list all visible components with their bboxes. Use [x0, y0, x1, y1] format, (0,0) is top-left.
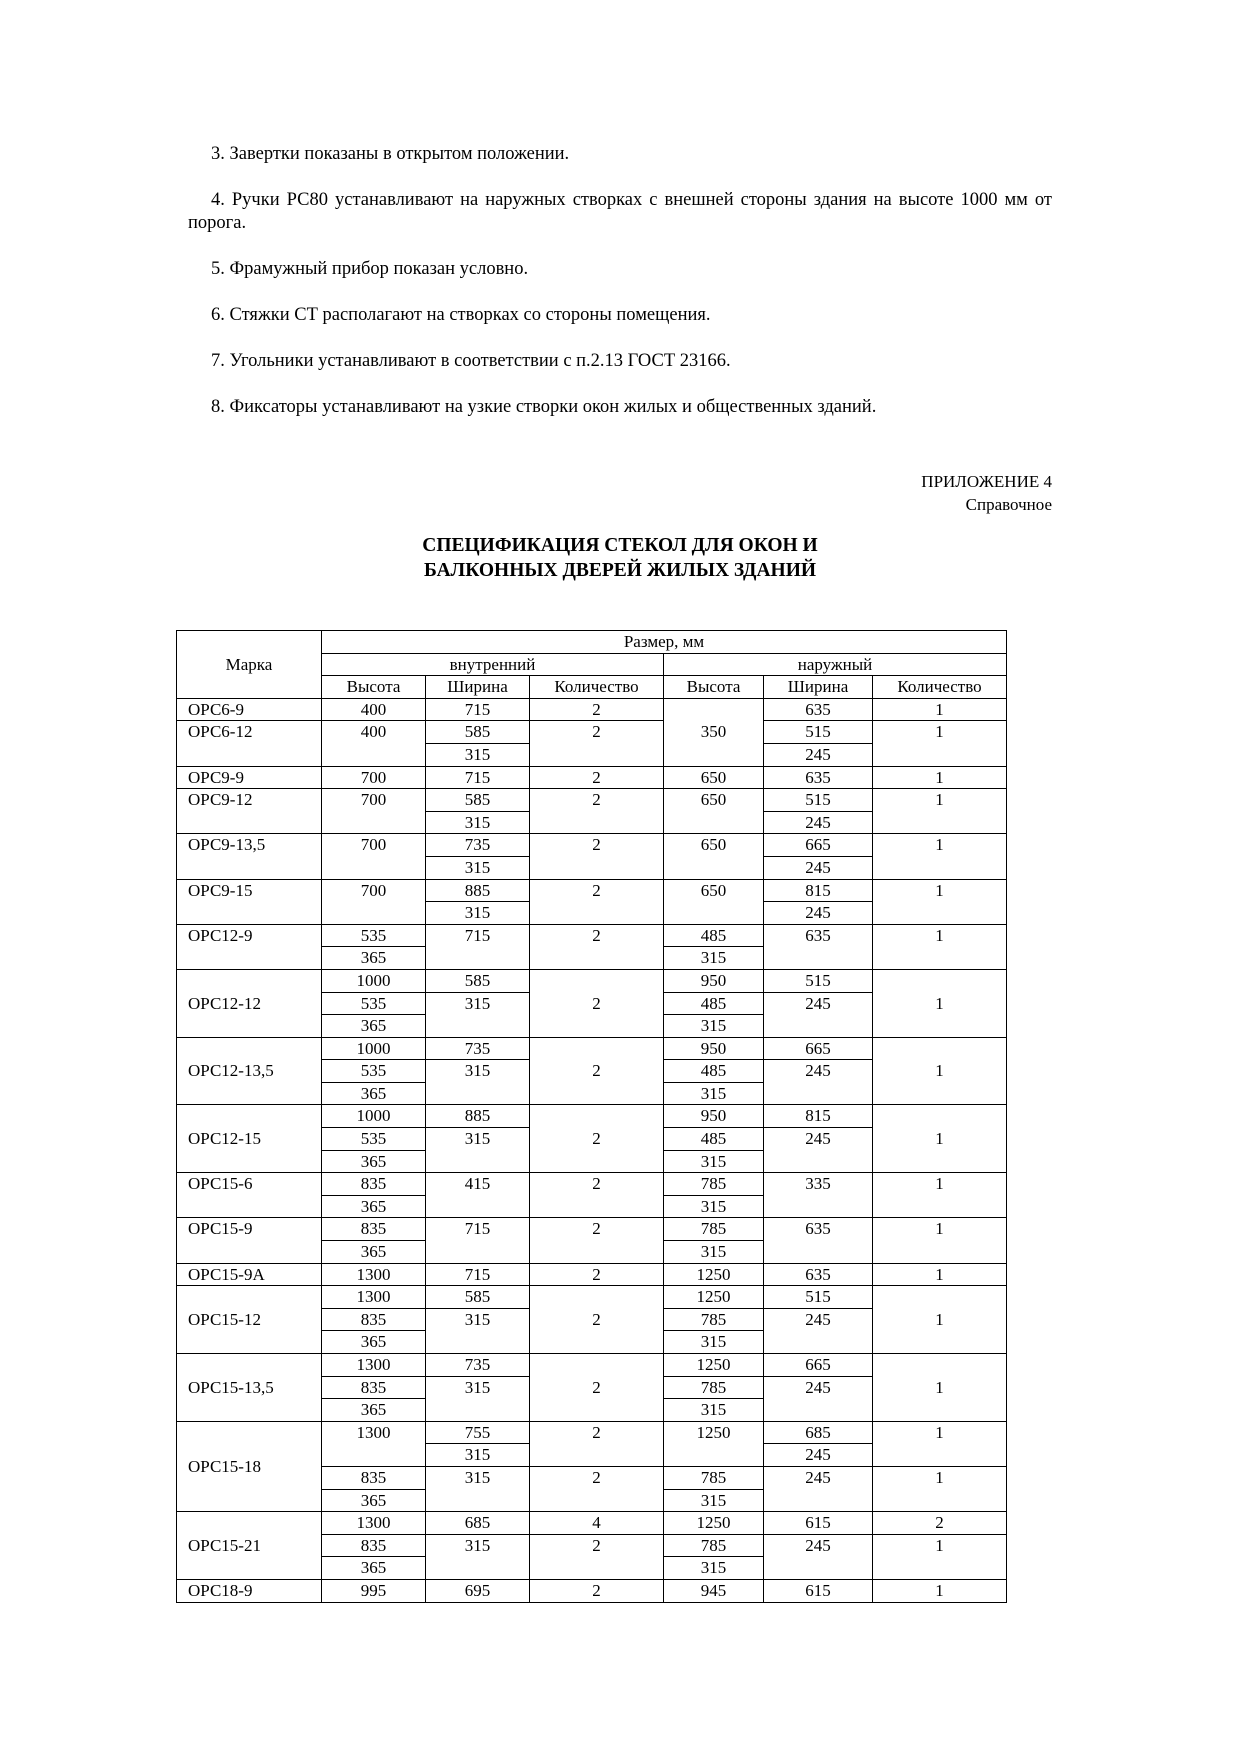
- cell-inner-width: 585: [426, 721, 530, 744]
- cell-inner-width: 585: [426, 1286, 530, 1309]
- cell-inner-width: 315: [426, 902, 530, 925]
- cell-mark: ОРС9-13,5: [177, 834, 322, 879]
- cell-inner-height: 535: [322, 924, 426, 947]
- cell-outer-width: 515: [764, 1286, 873, 1309]
- cell-mark: ОРС15-21: [177, 1512, 322, 1580]
- cell-inner-height: 700: [322, 879, 426, 924]
- cell-inner-height: 1000: [322, 1105, 426, 1128]
- cell-outer-height: 485: [664, 1128, 764, 1151]
- header-row-1: [177, 631, 1007, 654]
- header-outer: наружный: [664, 653, 1007, 676]
- cell-inner-height: 1300: [322, 1286, 426, 1309]
- cell-inner-height: 365: [322, 1489, 426, 1512]
- cell-inner-height: 400: [322, 698, 426, 721]
- cell-outer-height: 315: [664, 1331, 764, 1354]
- table-row: [177, 789, 1007, 812]
- cell-outer-width: 335: [764, 1173, 873, 1218]
- cell-mark: ОРС18-9: [177, 1579, 322, 1602]
- table-row: [177, 766, 1007, 789]
- cell-inner-height: 835: [322, 1173, 426, 1196]
- cell-mark: ОРС12-9: [177, 924, 322, 969]
- cell-outer-count: 1: [873, 879, 1007, 924]
- cell-inner-width: 315: [426, 1466, 530, 1511]
- cell-outer-count: 1: [873, 721, 1007, 766]
- document-title: [0, 533, 1240, 583]
- cell-outer-count: 1: [873, 1579, 1007, 1602]
- cell-inner-height: 700: [322, 766, 426, 789]
- cell-outer-width: 245: [764, 856, 873, 879]
- cell-outer-count: 1: [873, 789, 1007, 834]
- cell-outer-height: 650: [664, 789, 764, 834]
- cell-inner-width: 735: [426, 834, 530, 857]
- cell-inner-width: 685: [426, 1512, 530, 1535]
- cell-outer-height: 315: [664, 1150, 764, 1173]
- cell-outer-height: 785: [664, 1466, 764, 1489]
- note-7: 7. Угольники устанавливают в соответствии с п.2.13 ГОСТ 23166.: [211, 351, 731, 371]
- cell-inner-height: 995: [322, 1579, 426, 1602]
- note-3: 3. Завертки показаны в открытом положении.: [211, 144, 570, 164]
- cell-inner-count: 2: [530, 721, 664, 766]
- cell-outer-height: 1250: [664, 1421, 764, 1466]
- cell-inner-count: 2: [530, 834, 664, 879]
- cell-outer-height: 315: [664, 1082, 764, 1105]
- cell-inner-width: 735: [426, 1037, 530, 1060]
- cell-outer-width: 245: [764, 1534, 873, 1579]
- note-8: 8. Фиксаторы устанавливают на узкие створки окон жилых и общественных зданий.: [211, 397, 877, 417]
- cell-inner-height: 365: [322, 1082, 426, 1105]
- header-inner-count: Количество: [530, 676, 664, 699]
- cell-outer-width: 635: [764, 698, 873, 721]
- cell-inner-height: 365: [322, 1399, 426, 1422]
- cell-inner-width: 715: [426, 1218, 530, 1263]
- appendix-heading: [921, 470, 1052, 516]
- cell-inner-count: 2: [530, 1354, 664, 1422]
- cell-outer-height: 485: [664, 992, 764, 1015]
- cell-inner-width: 735: [426, 1354, 530, 1377]
- title-line-2: БАЛКОННЫХ ДВЕРЕЙ ЖИЛЫХ ЗДАНИЙ: [423, 560, 817, 581]
- cell-inner-height: 365: [322, 1015, 426, 1038]
- cell-inner-height: 535: [322, 1128, 426, 1151]
- cell-outer-height: 315: [664, 947, 764, 970]
- cell-inner-count: 2: [530, 969, 664, 1037]
- cell-outer-height: 485: [664, 924, 764, 947]
- cell-inner-height: 700: [322, 789, 426, 834]
- table-row: [177, 1173, 1007, 1196]
- header-outer-width: Ширина: [764, 676, 873, 699]
- cell-inner-width: 315: [426, 1060, 530, 1105]
- cell-outer-width: 245: [764, 1444, 873, 1467]
- cell-inner-width: 315: [426, 992, 530, 1037]
- table-row: [177, 698, 1007, 721]
- cell-inner-count: 2: [530, 1037, 664, 1105]
- cell-inner-width: 585: [426, 969, 530, 992]
- cell-inner-count: 2: [530, 1579, 664, 1602]
- cell-outer-width: 245: [764, 902, 873, 925]
- cell-inner-width: 715: [426, 698, 530, 721]
- table-row: [177, 1037, 1007, 1060]
- appendix-label: ПРИЛОЖЕНИЕ 4: [921, 472, 1052, 491]
- cell-inner-count: 2: [530, 789, 664, 834]
- cell-inner-width: 585: [426, 789, 530, 812]
- header-inner-height: Высота: [322, 676, 426, 699]
- cell-inner-width: 415: [426, 1173, 530, 1218]
- cell-outer-height: 650: [664, 834, 764, 879]
- cell-outer-width: 515: [764, 969, 873, 992]
- cell-inner-height: 365: [322, 1331, 426, 1354]
- cell-inner-width: 315: [426, 1128, 530, 1173]
- cell-outer-count: 1: [873, 1218, 1007, 1263]
- cell-outer-width: 245: [764, 992, 873, 1037]
- cell-inner-count: 4: [530, 1512, 664, 1535]
- header-size: Размер, мм: [322, 631, 1007, 654]
- cell-mark: ОРС15-18: [177, 1421, 322, 1511]
- header-inner: внутренний: [322, 653, 664, 676]
- notes-section: [188, 143, 1052, 442]
- cell-inner-count: 2: [530, 1218, 664, 1263]
- table-row: [177, 1354, 1007, 1377]
- cell-outer-width: 665: [764, 1037, 873, 1060]
- cell-inner-count: 2: [530, 1286, 664, 1354]
- cell-outer-width: 245: [764, 811, 873, 834]
- cell-outer-count: 1: [873, 1466, 1007, 1511]
- cell-outer-height: 315: [664, 1489, 764, 1512]
- table-row: [177, 834, 1007, 857]
- cell-outer-count: 1: [873, 969, 1007, 1037]
- cell-mark: ОРС6-12: [177, 721, 322, 766]
- table-row: [177, 879, 1007, 902]
- cell-outer-width: 685: [764, 1421, 873, 1444]
- cell-outer-height: 315: [664, 1241, 764, 1264]
- cell-inner-width: 755: [426, 1421, 530, 1444]
- cell-inner-height: 835: [322, 1534, 426, 1557]
- appendix-type: Справочное: [965, 495, 1052, 514]
- cell-inner-width: 695: [426, 1579, 530, 1602]
- note-5: 5. Фрамужный прибор показан условно.: [211, 259, 529, 279]
- cell-inner-height: 1300: [322, 1263, 426, 1286]
- cell-outer-height: 945: [664, 1579, 764, 1602]
- cell-outer-height: 1250: [664, 1263, 764, 1286]
- cell-mark: ОРС15-13,5: [177, 1354, 322, 1422]
- cell-outer-width: 635: [764, 1263, 873, 1286]
- cell-outer-width: 515: [764, 789, 873, 812]
- cell-outer-count: 1: [873, 1173, 1007, 1218]
- cell-outer-width: 815: [764, 879, 873, 902]
- table-row: [177, 1218, 1007, 1241]
- cell-inner-width: 885: [426, 1105, 530, 1128]
- table-row: [177, 969, 1007, 992]
- cell-inner-height: 400: [322, 721, 426, 766]
- cell-outer-width: 665: [764, 834, 873, 857]
- cell-outer-height: 315: [664, 1195, 764, 1218]
- cell-outer-count: 1: [873, 698, 1007, 721]
- table-row: [177, 721, 1007, 744]
- cell-outer-height: 315: [664, 1557, 764, 1580]
- cell-inner-count: 2: [530, 1534, 664, 1579]
- header-outer-count: Количество: [873, 676, 1007, 699]
- table-row: [177, 1105, 1007, 1128]
- cell-outer-width: 635: [764, 1218, 873, 1263]
- cell-inner-height: 1000: [322, 1037, 426, 1060]
- cell-inner-height: 535: [322, 1060, 426, 1083]
- title-line-1: СПЕЦИФИКАЦИЯ СТЕКОЛ ДЛЯ ОКОН И: [422, 535, 818, 556]
- cell-outer-width: 615: [764, 1512, 873, 1535]
- cell-inner-count: 2: [530, 1173, 664, 1218]
- cell-inner-height: 835: [322, 1466, 426, 1489]
- cell-outer-height: 650: [664, 766, 764, 789]
- cell-inner-height: 1000: [322, 969, 426, 992]
- cell-inner-height: 700: [322, 834, 426, 879]
- cell-inner-count: 2: [530, 1105, 664, 1173]
- cell-outer-width: 245: [764, 743, 873, 766]
- cell-mark: ОРС9-15: [177, 879, 322, 924]
- cell-outer-width: 245: [764, 1060, 873, 1105]
- cell-outer-height: 650: [664, 879, 764, 924]
- cell-inner-count: 2: [530, 698, 664, 721]
- cell-mark: ОРС15-12: [177, 1286, 322, 1354]
- cell-outer-height: 785: [664, 1534, 764, 1557]
- cell-inner-height: 1300: [322, 1512, 426, 1535]
- table-row: [177, 1286, 1007, 1309]
- cell-outer-width: 815: [764, 1105, 873, 1128]
- cell-inner-height: 365: [322, 1557, 426, 1580]
- note-6: 6. Стяжки СТ располагают на створках со стороны помещения.: [211, 305, 711, 325]
- cell-inner-width: 315: [426, 743, 530, 766]
- cell-inner-width: 315: [426, 1376, 530, 1421]
- cell-outer-width: 515: [764, 721, 873, 744]
- table-row: [177, 1579, 1007, 1602]
- cell-mark: ОРС9-9: [177, 766, 322, 789]
- cell-outer-width: 635: [764, 924, 873, 969]
- cell-outer-width: 245: [764, 1128, 873, 1173]
- cell-outer-width: 665: [764, 1354, 873, 1377]
- cell-inner-height: 365: [322, 1150, 426, 1173]
- cell-outer-height: 785: [664, 1173, 764, 1196]
- cell-inner-height: 535: [322, 992, 426, 1015]
- cell-outer-height: 785: [664, 1376, 764, 1399]
- cell-outer-height: 950: [664, 1105, 764, 1128]
- table-row: [177, 1263, 1007, 1286]
- table-row: [177, 1512, 1007, 1535]
- glass-spec-table: [176, 630, 1007, 1603]
- cell-inner-count: 2: [530, 1421, 664, 1466]
- cell-inner-count: 2: [530, 1466, 664, 1511]
- cell-inner-height: 1300: [322, 1421, 426, 1466]
- cell-outer-width: 615: [764, 1579, 873, 1602]
- cell-outer-count: 1: [873, 1105, 1007, 1173]
- cell-inner-height: 1300: [322, 1354, 426, 1377]
- cell-outer-width: 245: [764, 1376, 873, 1421]
- cell-inner-height: 365: [322, 1241, 426, 1264]
- cell-outer-count: 1: [873, 834, 1007, 879]
- cell-inner-width: 315: [426, 811, 530, 834]
- cell-outer-count: 1: [873, 924, 1007, 969]
- cell-outer-count: 1: [873, 1421, 1007, 1466]
- cell-inner-width: 885: [426, 879, 530, 902]
- cell-outer-count: 1: [873, 1263, 1007, 1286]
- header-mark: Марка: [177, 631, 322, 699]
- table-row: [177, 924, 1007, 947]
- cell-outer-height: 785: [664, 1308, 764, 1331]
- cell-mark: ОРС12-13,5: [177, 1037, 322, 1105]
- cell-mark: ОРС15-9: [177, 1218, 322, 1263]
- cell-outer-height: 785: [664, 1218, 764, 1241]
- cell-outer-count: 1: [873, 1286, 1007, 1354]
- cell-outer-height: 950: [664, 969, 764, 992]
- cell-inner-height: 365: [322, 1195, 426, 1218]
- header-inner-width: Ширина: [426, 676, 530, 699]
- cell-outer-height: 1250: [664, 1286, 764, 1309]
- cell-outer-height: 315: [664, 1399, 764, 1422]
- cell-outer-height: 1250: [664, 1354, 764, 1377]
- cell-mark: ОРС12-15: [177, 1105, 322, 1173]
- cell-outer-count: 1: [873, 1354, 1007, 1422]
- cell-mark: ОРС15-6: [177, 1173, 322, 1218]
- cell-inner-width: 715: [426, 766, 530, 789]
- cell-outer-count: 1: [873, 1037, 1007, 1105]
- cell-inner-count: 2: [530, 1263, 664, 1286]
- cell-inner-count: 2: [530, 924, 664, 969]
- cell-inner-height: 365: [322, 947, 426, 970]
- cell-inner-count: 2: [530, 879, 664, 924]
- cell-outer-width: 245: [764, 1308, 873, 1353]
- note-4: 4. Ручки РС80 устанавливают на наружных створках с внешней стороны здания на высоте 1000 мм от порога.: [188, 190, 1052, 233]
- cell-mark: ОРС15-9А: [177, 1263, 322, 1286]
- cell-outer-width: 245: [764, 1466, 873, 1511]
- cell-inner-width: 315: [426, 856, 530, 879]
- cell-outer-height: 350: [664, 698, 764, 766]
- cell-inner-height: 835: [322, 1376, 426, 1399]
- cell-inner-height: 835: [322, 1218, 426, 1241]
- cell-mark: ОРС6-9: [177, 698, 322, 721]
- table-row: [177, 1421, 1007, 1444]
- cell-inner-width: 315: [426, 1308, 530, 1353]
- cell-outer-height: 950: [664, 1037, 764, 1060]
- cell-outer-width: 635: [764, 766, 873, 789]
- cell-inner-height: 835: [322, 1308, 426, 1331]
- cell-outer-height: 485: [664, 1060, 764, 1083]
- cell-mark: ОРС9-12: [177, 789, 322, 834]
- cell-outer-count: 2: [873, 1512, 1007, 1535]
- cell-inner-width: 315: [426, 1534, 530, 1579]
- cell-outer-height: 1250: [664, 1512, 764, 1535]
- header-outer-height: Высота: [664, 676, 764, 699]
- cell-outer-count: 1: [873, 766, 1007, 789]
- cell-inner-count: 2: [530, 766, 664, 789]
- cell-inner-width: 315: [426, 1444, 530, 1467]
- cell-outer-height: 315: [664, 1015, 764, 1038]
- cell-inner-width: 715: [426, 1263, 530, 1286]
- cell-outer-count: 1: [873, 1534, 1007, 1579]
- cell-mark: ОРС12-12: [177, 969, 322, 1037]
- cell-inner-width: 715: [426, 924, 530, 969]
